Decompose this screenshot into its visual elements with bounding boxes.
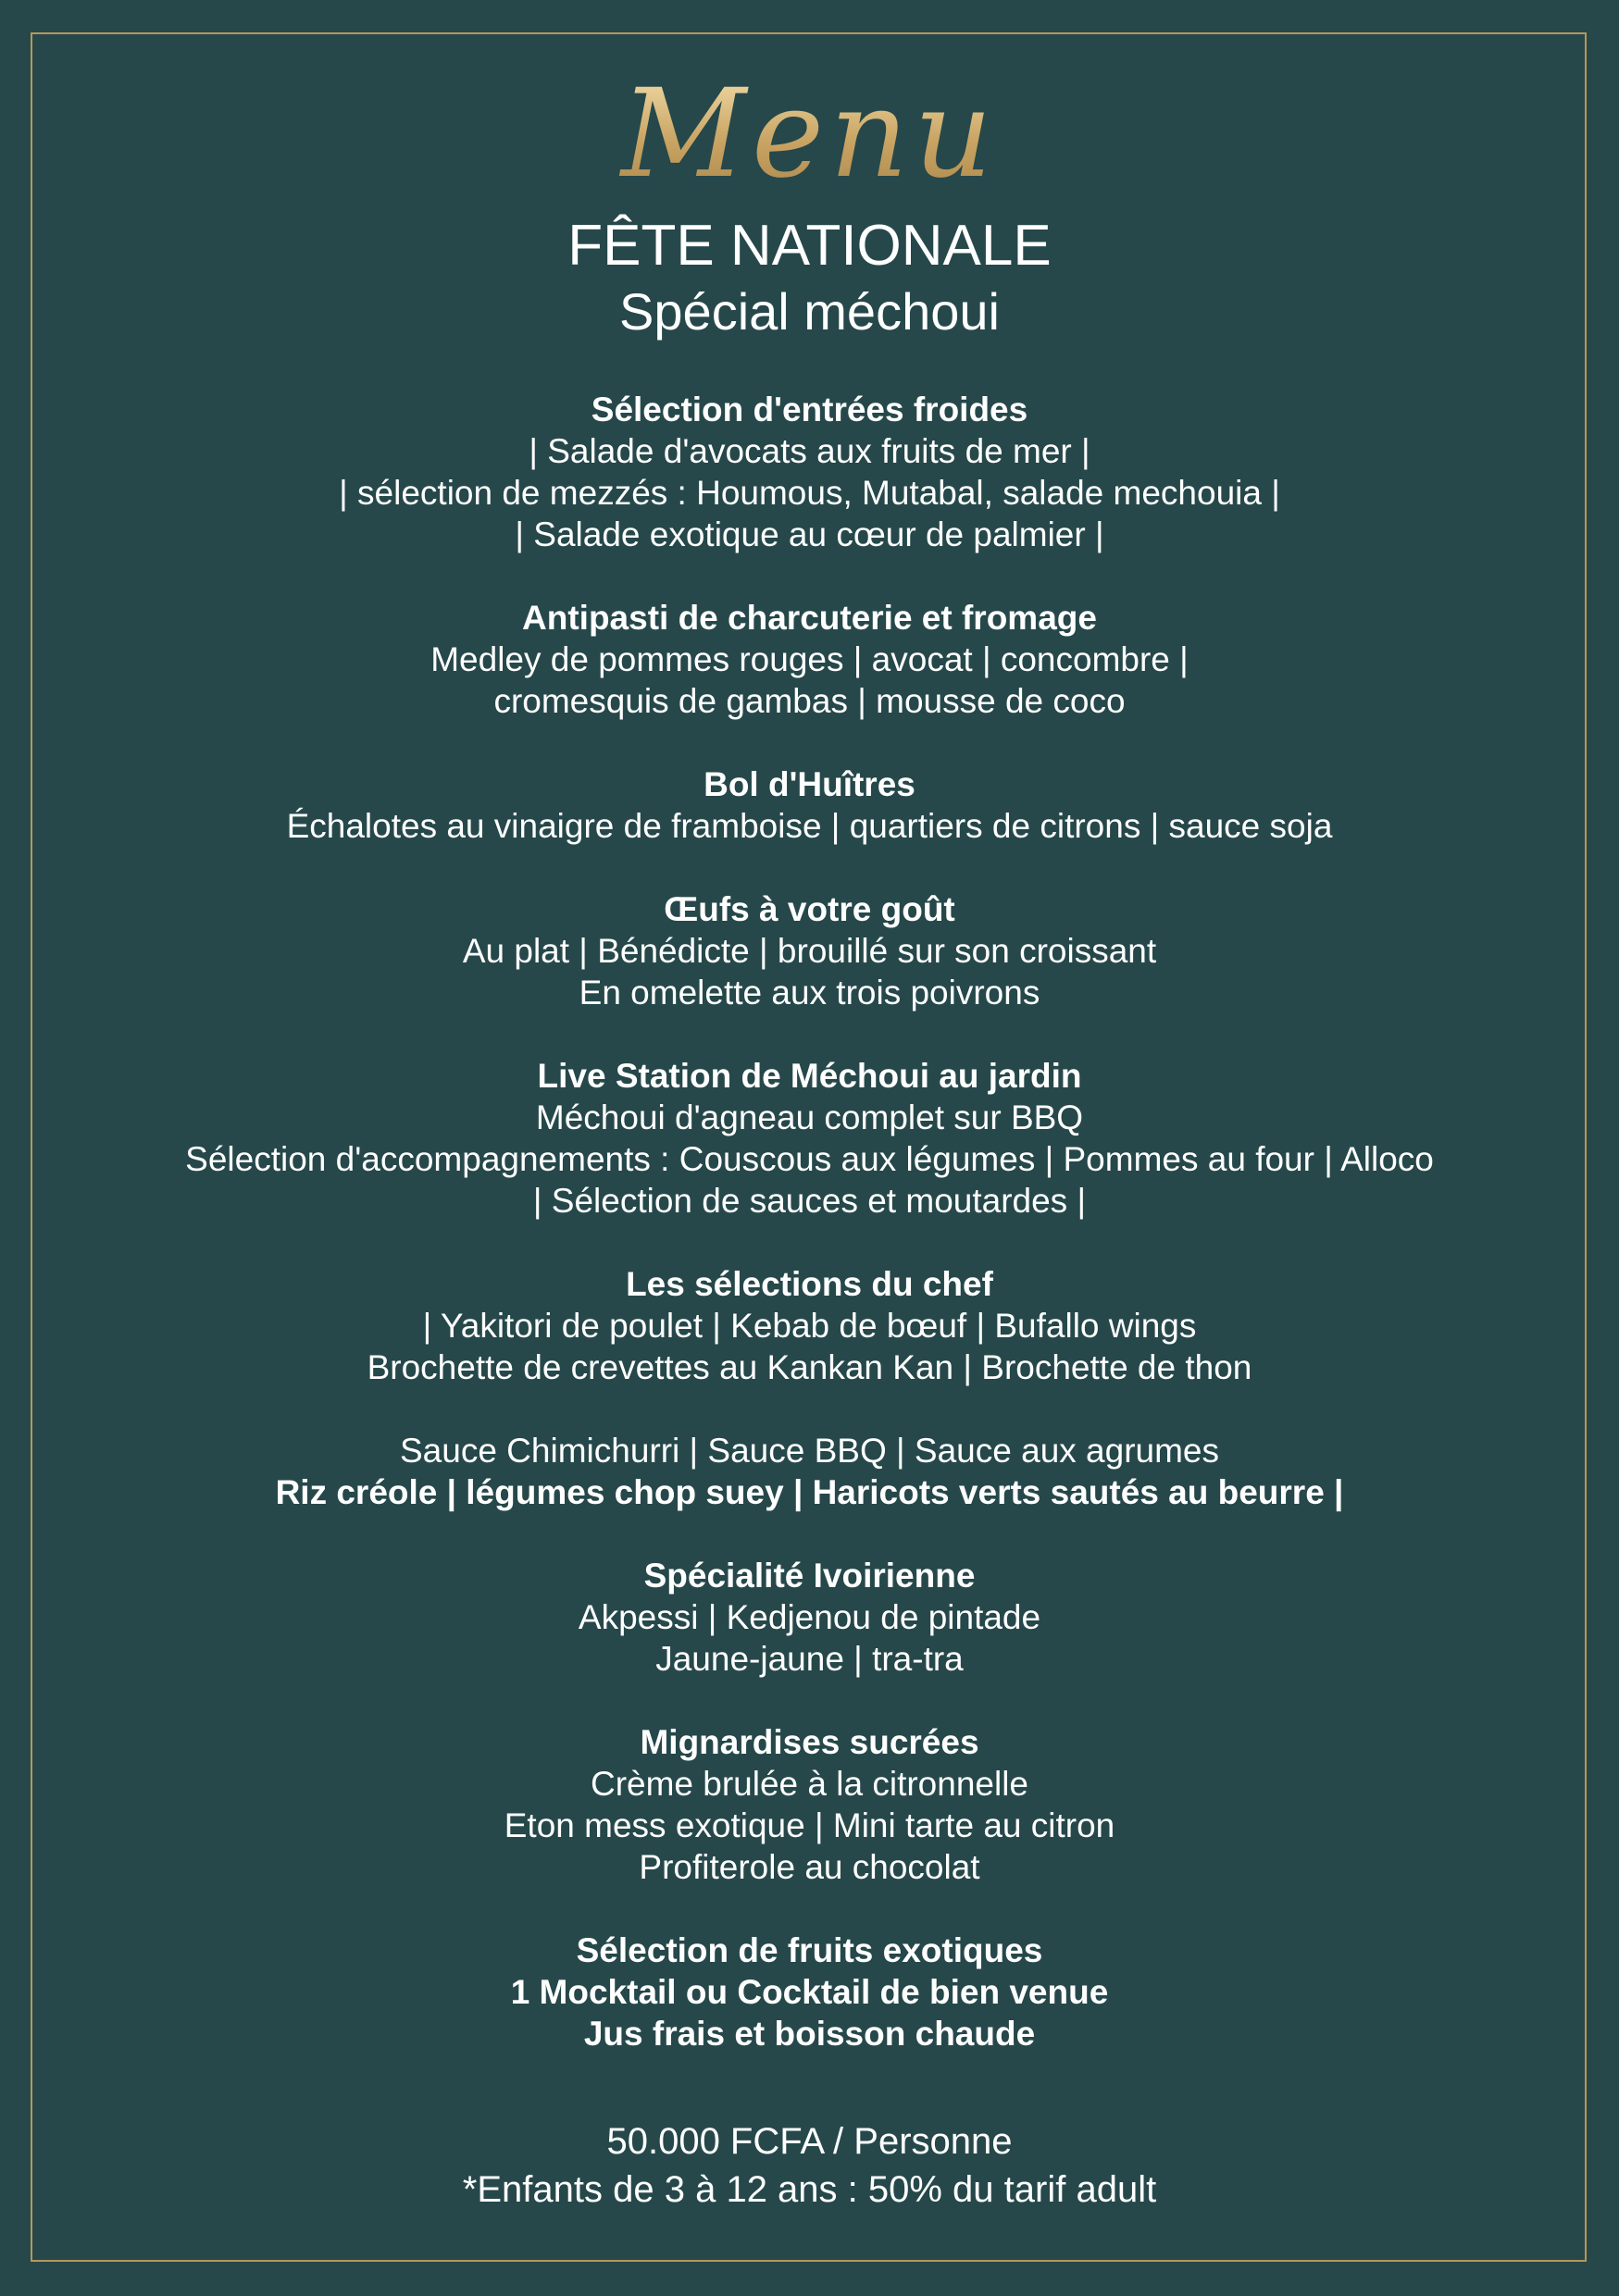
menu-section <box>0 1263 1619 1388</box>
menu-item-line: Eton mess exotique | Mini tarte au citron <box>504 1806 1115 1844</box>
menu-section <box>0 597 1619 722</box>
section-heading: Sélection d'entrées froides <box>591 391 1028 428</box>
menu-script-title: Menu <box>0 65 1619 204</box>
section-heading: Les sélections du chef <box>626 1265 993 1303</box>
menu-item-line: Sélection d'accompagnements : Couscous aux légumes | Pommes au four | Alloco <box>185 1140 1434 1178</box>
menu-section <box>0 1430 1619 1513</box>
menu-section <box>0 1055 1619 1222</box>
section-heading: Mignardises sucrées <box>640 1723 979 1761</box>
menu-sections <box>0 389 1619 2096</box>
menu-item-line: Medley de pommes rouges | avocat | concombre | <box>430 640 1189 678</box>
menu-item-line: cromesquis de gambas | mousse de coco <box>493 682 1126 720</box>
section-heading: Sélection de fruits exotiques <box>576 1931 1043 1969</box>
section-heading: Antipasti de charcuterie et fromage <box>522 599 1097 637</box>
menu-item-line: Méchoui d'agneau complet sur BBQ <box>535 1098 1084 1136</box>
menu-item-line: Sauce Chimichurri | Sauce BBQ | Sauce aux agrumes <box>399 1432 1220 1470</box>
price-footer <box>0 2117 1619 2214</box>
price-text: 50.000 FCFA / Personne <box>606 2121 1013 2162</box>
menu-item-line: Profiterole au chocolat <box>639 1848 980 1886</box>
menu-section <box>0 888 1619 1013</box>
section-heading: Riz créole | légumes chop suey | Haricots verts sautés au beurre | <box>275 1473 1344 1511</box>
children-note: *Enfants de 3 à 12 ans : 50% du tarif adult <box>462 2169 1157 2210</box>
menu-item-line: Brochette de crevettes au Kankan Kan | Brochette de thon <box>367 1348 1252 1386</box>
menu-item-line: Au plat | Bénédicte | brouillé sur son croissant <box>462 932 1157 970</box>
menu-item-line: | sélection de mezzés : Houmous, Mutabal, salade mechouia | <box>339 474 1280 512</box>
menu-item-line: | Salade d'avocats aux fruits de mer | <box>529 432 1090 470</box>
section-heading: Jus frais et boisson chaude <box>583 2015 1036 2053</box>
menu-item-line: Crème brulée à la citronnelle <box>590 1765 1028 1803</box>
section-heading: Œufs à votre goût <box>664 890 955 928</box>
menu-section <box>0 389 1619 555</box>
menu-item-line: Jaune-jaune | tra-tra <box>655 1640 964 1678</box>
section-heading: 1 Mocktail ou Cocktail de bien venue <box>510 1973 1109 2011</box>
section-heading: Bol d'Huîtres <box>704 765 915 803</box>
section-heading: Spécialité Ivoirienne <box>643 1557 976 1595</box>
menu-section <box>0 1930 1619 2054</box>
page-title: FÊTE NATIONALE <box>567 214 1052 278</box>
menu-item-line: | Yakitori de poulet | Kebab de bœuf | Bufallo wings <box>422 1307 1197 1345</box>
menu-item-line: En omelette aux trois poivrons <box>579 974 1040 1011</box>
section-heading: Live Station de Méchoui au jardin <box>537 1057 1082 1095</box>
menu-item-line: | Sélection de sauces et moutardes | <box>532 1182 1087 1220</box>
menu-section <box>0 1555 1619 1680</box>
menu-item-line: Échalotes au vinaigre de framboise | quartiers de citrons | sauce soja <box>286 807 1333 845</box>
page-subtitle: Spécial méchoui <box>619 282 1000 341</box>
menu-item-line: | Salade exotique au cœur de palmier | <box>515 515 1104 553</box>
menu-section <box>0 1721 1619 1888</box>
menu-item-line: Akpessi | Kedjenou de pintade <box>578 1598 1041 1636</box>
menu-section <box>0 763 1619 847</box>
